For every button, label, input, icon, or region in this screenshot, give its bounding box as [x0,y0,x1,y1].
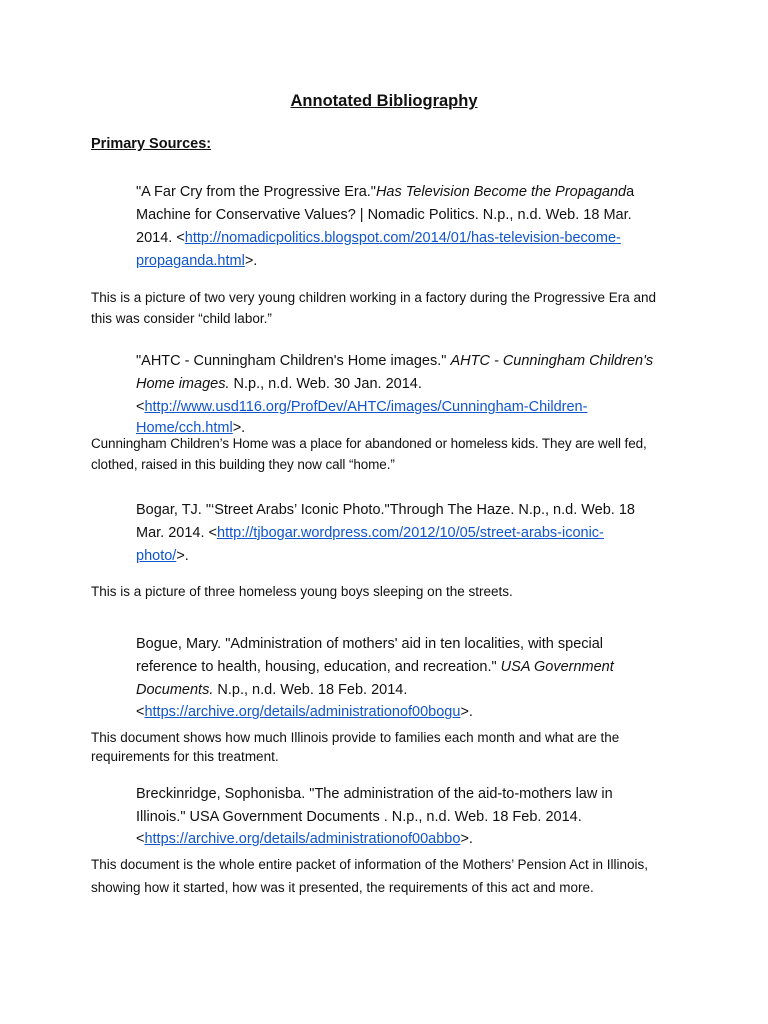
citation-entry-5 [136,783,681,849]
annotation-line: showing how it started, how was it presented, the requirements of this act and more. [91,880,594,895]
citation-line: Breckinridge, Sophonisba. "The administration of the aid-to-mothers law in [136,786,613,802]
annotation-line: This is a picture of two very young children working in a factory during the Progressive Era and [91,290,657,305]
annotation-line: This document is the whole entire packet of information of the Mothers’ Pension Act in Illinois, [91,857,649,872]
citation-text: N.p., n.d. Web. 18 Feb. 2014. [213,682,408,698]
citation-text: >. [176,548,189,564]
citation-text: Mar. 2014. < [136,525,218,541]
citation-line [136,679,681,702]
annotation-entry-5 [91,853,691,899]
citation-text: < [136,831,145,847]
annotation-entry-4 [91,728,691,766]
citation-line [136,250,681,273]
citation-line [136,373,681,396]
citation-line [136,545,681,568]
section-heading-primary-sources: Primary Sources: [91,136,212,152]
page-title: Annotated Bibliography [290,92,478,110]
citation-italic-title: Documents. [136,682,214,698]
citation-line: Machine for Conservative Values? | Nomadic Politics. N.p., n.d. Web. 18 Mar. [136,207,632,223]
citation-text: >. [460,831,473,847]
citation-link[interactable]: propaganda.html [136,253,245,269]
annotation-line: Cunningham Children’s Home was a place for abandoned or homeless kids. They are well fed, [91,436,647,451]
citation-line [136,702,681,722]
citation-entry-1 [136,181,681,273]
citation-link[interactable]: http://www.usd116.org/ProfDev/AHTC/images/Cunningham-Children- [144,399,588,415]
citation-link[interactable]: https://archive.org/details/administrationof00bogu [144,704,461,720]
citation-italic-title: Has Television Become the Propagand [375,184,627,200]
citation-text: >. [460,704,473,720]
citation-link[interactable]: https://archive.org/details/administrationof00abbo [144,831,461,847]
citation-line [136,396,681,419]
citation-text: 2014. < [136,230,185,246]
citation-text: "A Far Cry from the Progressive Era." [136,184,376,200]
citation-italic-title: Home images. [136,376,230,392]
annotation-entry-3 [91,581,691,602]
citation-entry-2 [136,350,681,437]
citation-line [136,181,681,204]
citation-line [136,656,681,679]
annotation-line: This is a picture of three homeless young boys sleeping on the streets. [91,584,513,599]
citation-link[interactable]: http://nomadicpolitics.blogspot.com/2014/01/has-television-become- [184,230,621,246]
citation-text: < [136,704,145,720]
citation-text: < [136,399,145,415]
annotation-entry-1 [91,287,691,329]
citation-text: a [626,184,635,200]
citation-line [136,522,681,545]
citation-link[interactable]: photo/ [136,548,177,564]
citation-entry-3 [136,499,681,568]
annotation-line: clothed, raised in this building they now call “home.” [91,457,395,472]
citation-line: Illinois." USA Government Documents . N.p., n.d. Web. 18 Feb. 2014. [136,809,582,825]
annotation-line: This document shows how much Illinois provide to families each month and what are the [91,730,620,745]
citation-line [136,227,681,250]
citation-line: Bogue, Mary. "Administration of mothers' aid in ten localities, with special [136,636,604,652]
citation-link[interactable]: http://tjbogar.wordpress.com/2012/10/05/street-arabs-iconic- [217,525,604,541]
annotation-line: requirements for this treatment. [91,749,279,764]
citation-entry-4 [136,633,681,722]
citation-text: >. [244,253,258,269]
annotation-entry-2 [91,433,691,475]
citation-line [136,350,681,373]
citation-text: >. [232,420,246,436]
citation-text: "AHTC - Cunningham Children's Home images." [136,353,451,369]
citation-italic-title: USA Government [500,659,614,675]
citation-text: reference to health, housing, education, and recreation." [136,659,501,675]
citation-link[interactable]: Home/cch.html [136,420,233,436]
citation-text: N.p., n.d. Web. 30 Jan. 2014. [229,376,422,392]
citation-italic-title: AHTC - Cunningham Children's [450,353,654,369]
citation-line: Bogar, TJ. "‘Street Arabs’ Iconic Photo."Through The Haze. N.p., n.d. Web. 18 [136,502,635,518]
citation-line [136,829,681,849]
annotation-line: this was consider “child labor.” [91,311,272,326]
